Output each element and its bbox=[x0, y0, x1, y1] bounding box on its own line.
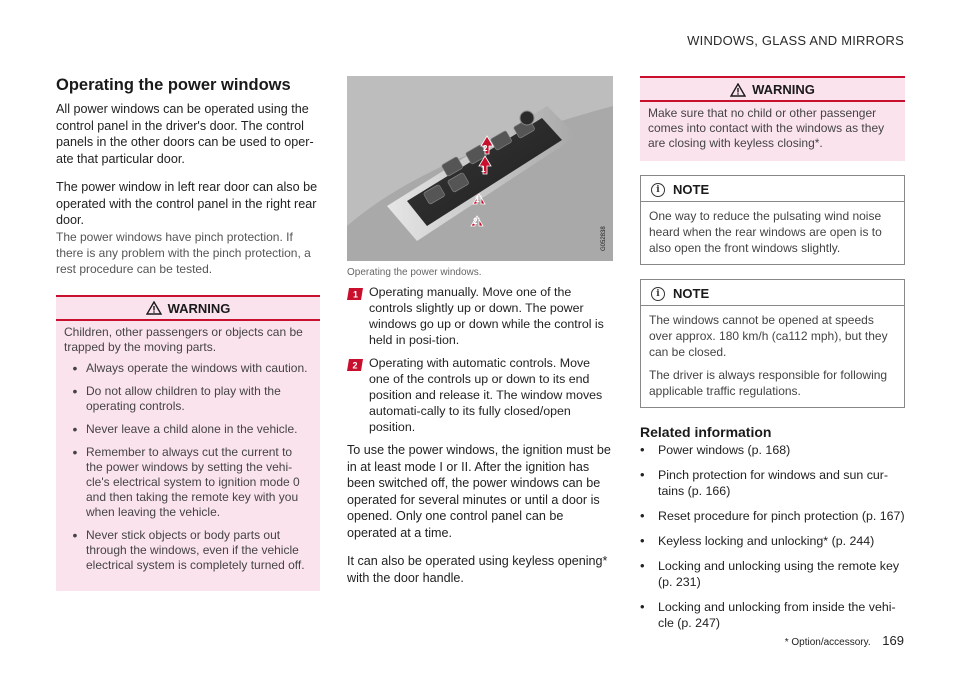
related-information-heading: Related information bbox=[640, 424, 772, 440]
warning-box-children bbox=[56, 295, 320, 591]
step-2 bbox=[347, 355, 613, 435]
keyless-paragraph: It can also be operated using keyless opening* with the door handle. bbox=[347, 554, 608, 585]
warning-header bbox=[56, 295, 320, 321]
page-number: 169 bbox=[882, 633, 904, 648]
svg-text:2: 2 bbox=[473, 217, 478, 226]
section-header: WINDOWS, GLASS AND MIRRORS bbox=[687, 33, 904, 48]
list-item: • Always operate the windows with caution. bbox=[72, 359, 308, 376]
page-title: Operating the power windows bbox=[56, 76, 291, 94]
related-link[interactable]: • Reset procedure for pinch protection (p. 167) bbox=[640, 508, 905, 523]
note-box-wind-noise bbox=[640, 175, 905, 265]
note-header bbox=[641, 280, 904, 306]
svg-text:2: 2 bbox=[352, 360, 358, 371]
related-link[interactable]: • Locking and unlocking from inside the vehi-cle (p. 247) bbox=[640, 599, 896, 630]
pinch-protection-paragraph: The power windows have pinch protection. If there is any problem with the pinch protection, a rest procedure can be tested. bbox=[56, 229, 311, 276]
middle-column bbox=[347, 76, 613, 586]
warning-box-keyless bbox=[640, 76, 905, 161]
step-2-text: Operating with automatic controls. Move one of the controls up or down to its end position and release it. The window moves automati-cally to its fully closed/open position. bbox=[369, 356, 603, 434]
warning-triangle-icon bbox=[730, 83, 746, 97]
note-text: One way to reduce the pulsating wind noise heard when the rear windows are open is to also open the front windows slightly. bbox=[649, 209, 882, 255]
warning-triangle-icon bbox=[146, 301, 162, 315]
info-icon: i bbox=[651, 287, 665, 301]
related-link[interactable]: • Pinch protection for windows and sun cur-tains (p. 166) bbox=[640, 467, 889, 498]
note-header bbox=[641, 176, 904, 202]
warning-label: WARNING bbox=[167, 300, 231, 316]
intro-paragraph: All power windows can be operated using the control panel in the driver's door. The control panels in the other doors can be used to oper-ate that particular door. bbox=[56, 102, 314, 166]
left-column bbox=[56, 76, 320, 591]
svg-text:1: 1 bbox=[481, 165, 486, 174]
right-column bbox=[640, 76, 905, 640]
page-footer bbox=[785, 633, 904, 648]
photo-caption: Operating the power windows. bbox=[347, 267, 482, 278]
related-link[interactable]: • Locking and unlocking using the remote key (p. 231) bbox=[640, 558, 900, 589]
note-text-speed: The windows cannot be opened at speeds over approx. 180 km/h (ca112 mph), but they can be closed. bbox=[649, 313, 888, 359]
photo-code: G052838 bbox=[601, 226, 607, 251]
warning-list bbox=[64, 361, 312, 573]
list-item: • Do not allow children to play with the operating controls. bbox=[72, 382, 281, 413]
note-text-driver: The driver is always responsible for following applicable traffic regulations. bbox=[649, 368, 888, 398]
svg-text:2: 2 bbox=[483, 144, 488, 153]
power-window-controls-photo bbox=[347, 76, 613, 261]
step-1-badge-icon bbox=[347, 286, 363, 300]
step-2-badge-icon bbox=[347, 357, 363, 371]
ignition-paragraph: To use the power windows, the ignition must be in at least mode I or II. After the ignition has been switched off, the power windows can be operated for several minutes or until a door is opened. Only one control panel can be operated at a time. bbox=[347, 443, 611, 540]
footnote: * Option/accessory. bbox=[784, 637, 871, 648]
note-label: NOTE bbox=[673, 286, 710, 301]
related-link[interactable]: • Power windows (p. 168) bbox=[640, 442, 791, 457]
info-icon: i bbox=[651, 183, 665, 197]
step-1-text: Operating manually. Move one of the controls slightly up or down. The power windows go up or down while the control is held in posi-tion. bbox=[369, 285, 604, 347]
related-information-list bbox=[640, 442, 905, 631]
list-item: • Never stick objects or body parts out through the windows, even if the vehicle electrical system is completely turned off. bbox=[72, 526, 305, 572]
warning-intro: Children, other passengers or objects can be trapped by the moving parts. bbox=[64, 324, 303, 354]
door-panel-illustration bbox=[347, 76, 613, 261]
step-1 bbox=[347, 284, 613, 348]
warning-header bbox=[640, 76, 905, 102]
warning-text: Make sure that no child or other passenger comes into contact with the windows as they are closing with keyless closing*. bbox=[648, 106, 885, 150]
svg-text:1: 1 bbox=[353, 289, 359, 300]
note-label: NOTE bbox=[673, 182, 710, 197]
warning-label: WARNING bbox=[752, 82, 815, 97]
note-box-speed bbox=[640, 279, 905, 408]
list-item: • Never leave a child alone in the vehicle. bbox=[72, 420, 298, 437]
related-link[interactable]: • Keyless locking and unlocking* (p. 244) bbox=[640, 533, 875, 548]
list-item: • Remember to always cut the current to the power windows by setting the vehi-cle's electrical system to ignition mode 0 and then taking the remote key with you when leaving the vehicle. bbox=[72, 443, 300, 519]
svg-text:1: 1 bbox=[475, 195, 480, 204]
rear-door-paragraph: The power window in left rear door can also be operated with the control panel in the right rear door. bbox=[56, 180, 318, 227]
